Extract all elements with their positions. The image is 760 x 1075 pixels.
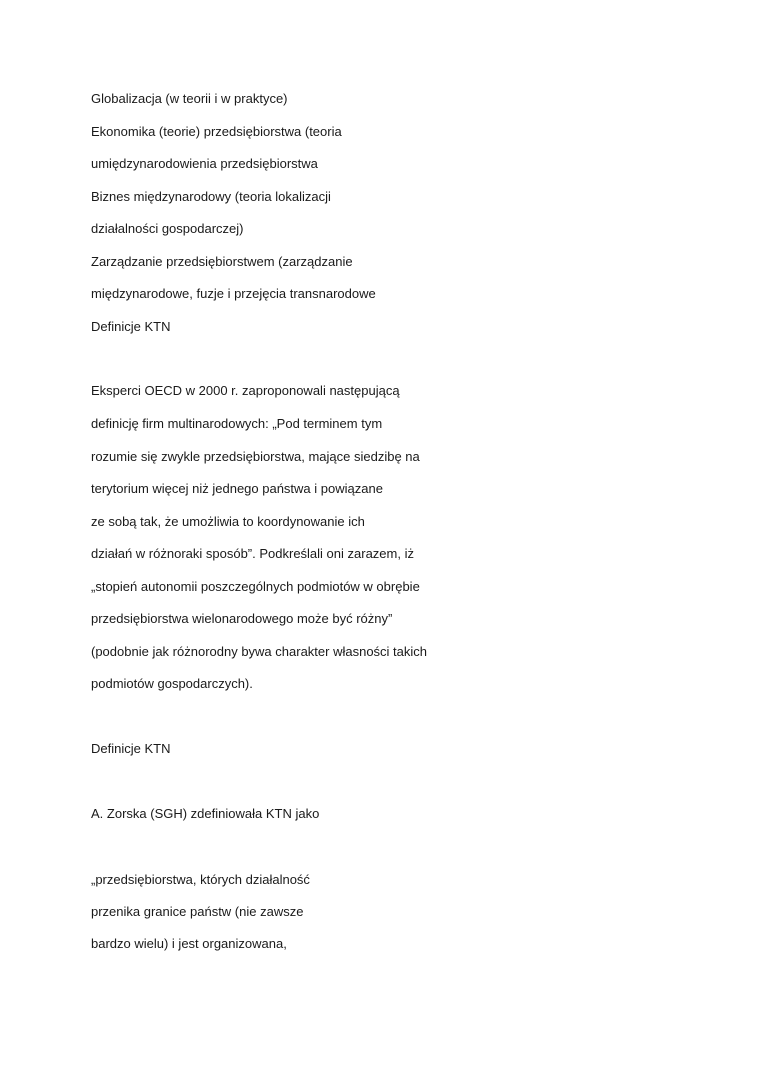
text-line: podmiotów gospodarczych). xyxy=(91,676,253,691)
text-line: „przedsiębiorstwa, których działalność xyxy=(91,872,310,887)
text-line: rozumie się zwykle przedsiębiorstwa, mające siedzibę na xyxy=(91,449,420,464)
text-line: Ekonomika (teorie) przedsiębiorstwa (teoria xyxy=(91,124,342,139)
text-line: definicję firm multinarodowych: „Pod terminem tym xyxy=(91,416,383,431)
text-line: ze sobą tak, że umożliwia to koordynowanie ich xyxy=(91,514,365,529)
text-line: działalności gospodarczej) xyxy=(91,221,244,236)
text-line: przedsiębiorstwa wielonarodowego może być różny” xyxy=(91,611,393,626)
section-heading: Definicje KTN xyxy=(91,319,171,334)
text-line: przenika granice państw (nie zawsze xyxy=(91,904,304,919)
text-line: (podobnie jak różnorodny bywa charakter własności takich xyxy=(91,644,428,659)
text-line: międzynarodowe, fuzje i przejęcia transnarodowe xyxy=(91,286,376,301)
section-heading: Definicje KTN xyxy=(91,741,171,756)
text-line: Eksperci OECD w 2000 r. zaproponowali następującą xyxy=(91,383,400,398)
text-line: Globalizacja (w teorii i w praktyce) xyxy=(91,91,288,106)
text-line: umiędzynarodowienia przedsiębiorstwa xyxy=(91,156,318,171)
text-line: bardzo wielu) i jest organizowana, xyxy=(91,936,287,951)
text-line: A. Zorska (SGH) zdefiniowała KTN jako xyxy=(91,806,320,821)
text-line: terytorium więcej niż jednego państwa i powiązane xyxy=(91,481,383,496)
text-line: działań w różnoraki sposób”. Podkreślali oni zarazem, iż xyxy=(91,546,414,561)
text-line: Biznes międzynarodowy (teoria lokalizacji xyxy=(91,189,331,204)
text-line: „stopień autonomii poszczególnych podmiotów w obrębie xyxy=(91,579,420,594)
text-line: Zarządzanie przedsiębiorstwem (zarządzanie xyxy=(91,254,353,269)
